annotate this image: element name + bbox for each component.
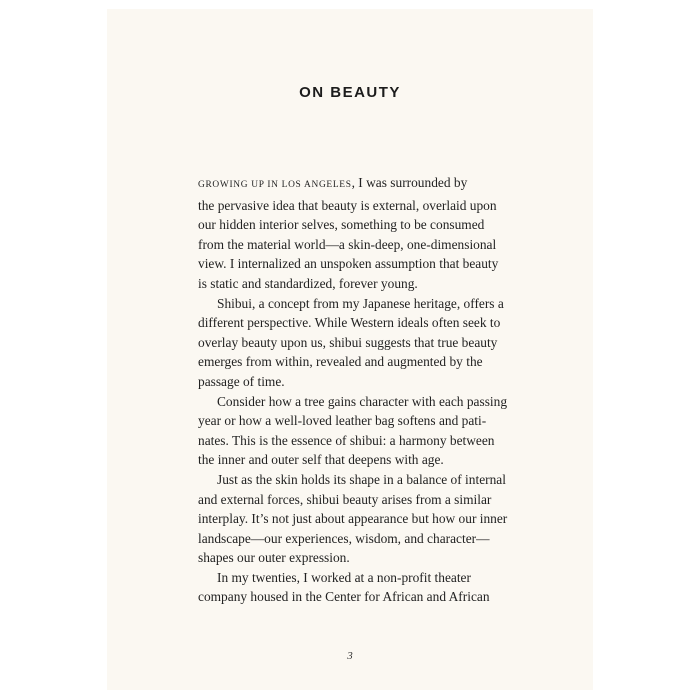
chapter-title: ON BEAUTY — [299, 84, 401, 101]
text-line: nates. This is the essence of shibui: a harmony between — [198, 432, 495, 448]
text-line: from the material world—a skin-deep, one-dimensional — [198, 236, 497, 252]
text-line: company housed in the Center for African and African — [198, 589, 490, 605]
body-text — [198, 173, 538, 607]
text-line: year or how a well-loved leather bag softens and pati- — [198, 413, 487, 429]
text-line: our hidden interior selves, something to be consumed — [198, 217, 485, 233]
paragraph-first-line: Consider how a tree gains character with each passing — [217, 393, 508, 409]
page-number: 3 — [347, 650, 353, 662]
text-line: shapes our outer expression. — [198, 550, 350, 566]
text-line: passage of time. — [198, 373, 285, 389]
book-page — [107, 9, 593, 690]
text-line: the pervasive idea that beauty is external, overlaid upon — [198, 197, 497, 213]
text-line: interplay. It’s not just about appearance but how our inner — [198, 511, 508, 527]
text-line: is static and standardized, forever young. — [198, 275, 418, 291]
text-line — [198, 173, 538, 196]
text-line-fragment: , I was surrounded by — [351, 175, 468, 190]
text-line: and external forces, shibui beauty arises from a similar — [198, 491, 492, 507]
paragraph-first-line: Just as the skin holds its shape in a balance of internal — [217, 471, 506, 487]
text-line: overlay beauty upon us, shibui suggests that true beauty — [198, 334, 498, 350]
text-line: emerges from within, revealed and augmented by the — [198, 354, 483, 370]
text-line: landscape—our experiences, wisdom, and character— — [198, 530, 490, 546]
text-line: the inner and outer self that deepens with age. — [198, 452, 444, 468]
text-line: view. I internalized an unspoken assumption that beauty — [198, 256, 499, 272]
paragraph-first-line: Shibui, a concept from my Japanese heritage, offers a — [217, 295, 504, 311]
paragraph-first-line: In my twenties, I worked at a non-profit theater — [217, 569, 471, 585]
text-line: different perspective. While Western ideals often seek to — [198, 315, 501, 331]
lead-in-smallcaps: GROWING UP IN LOS ANGELES — [198, 180, 352, 190]
